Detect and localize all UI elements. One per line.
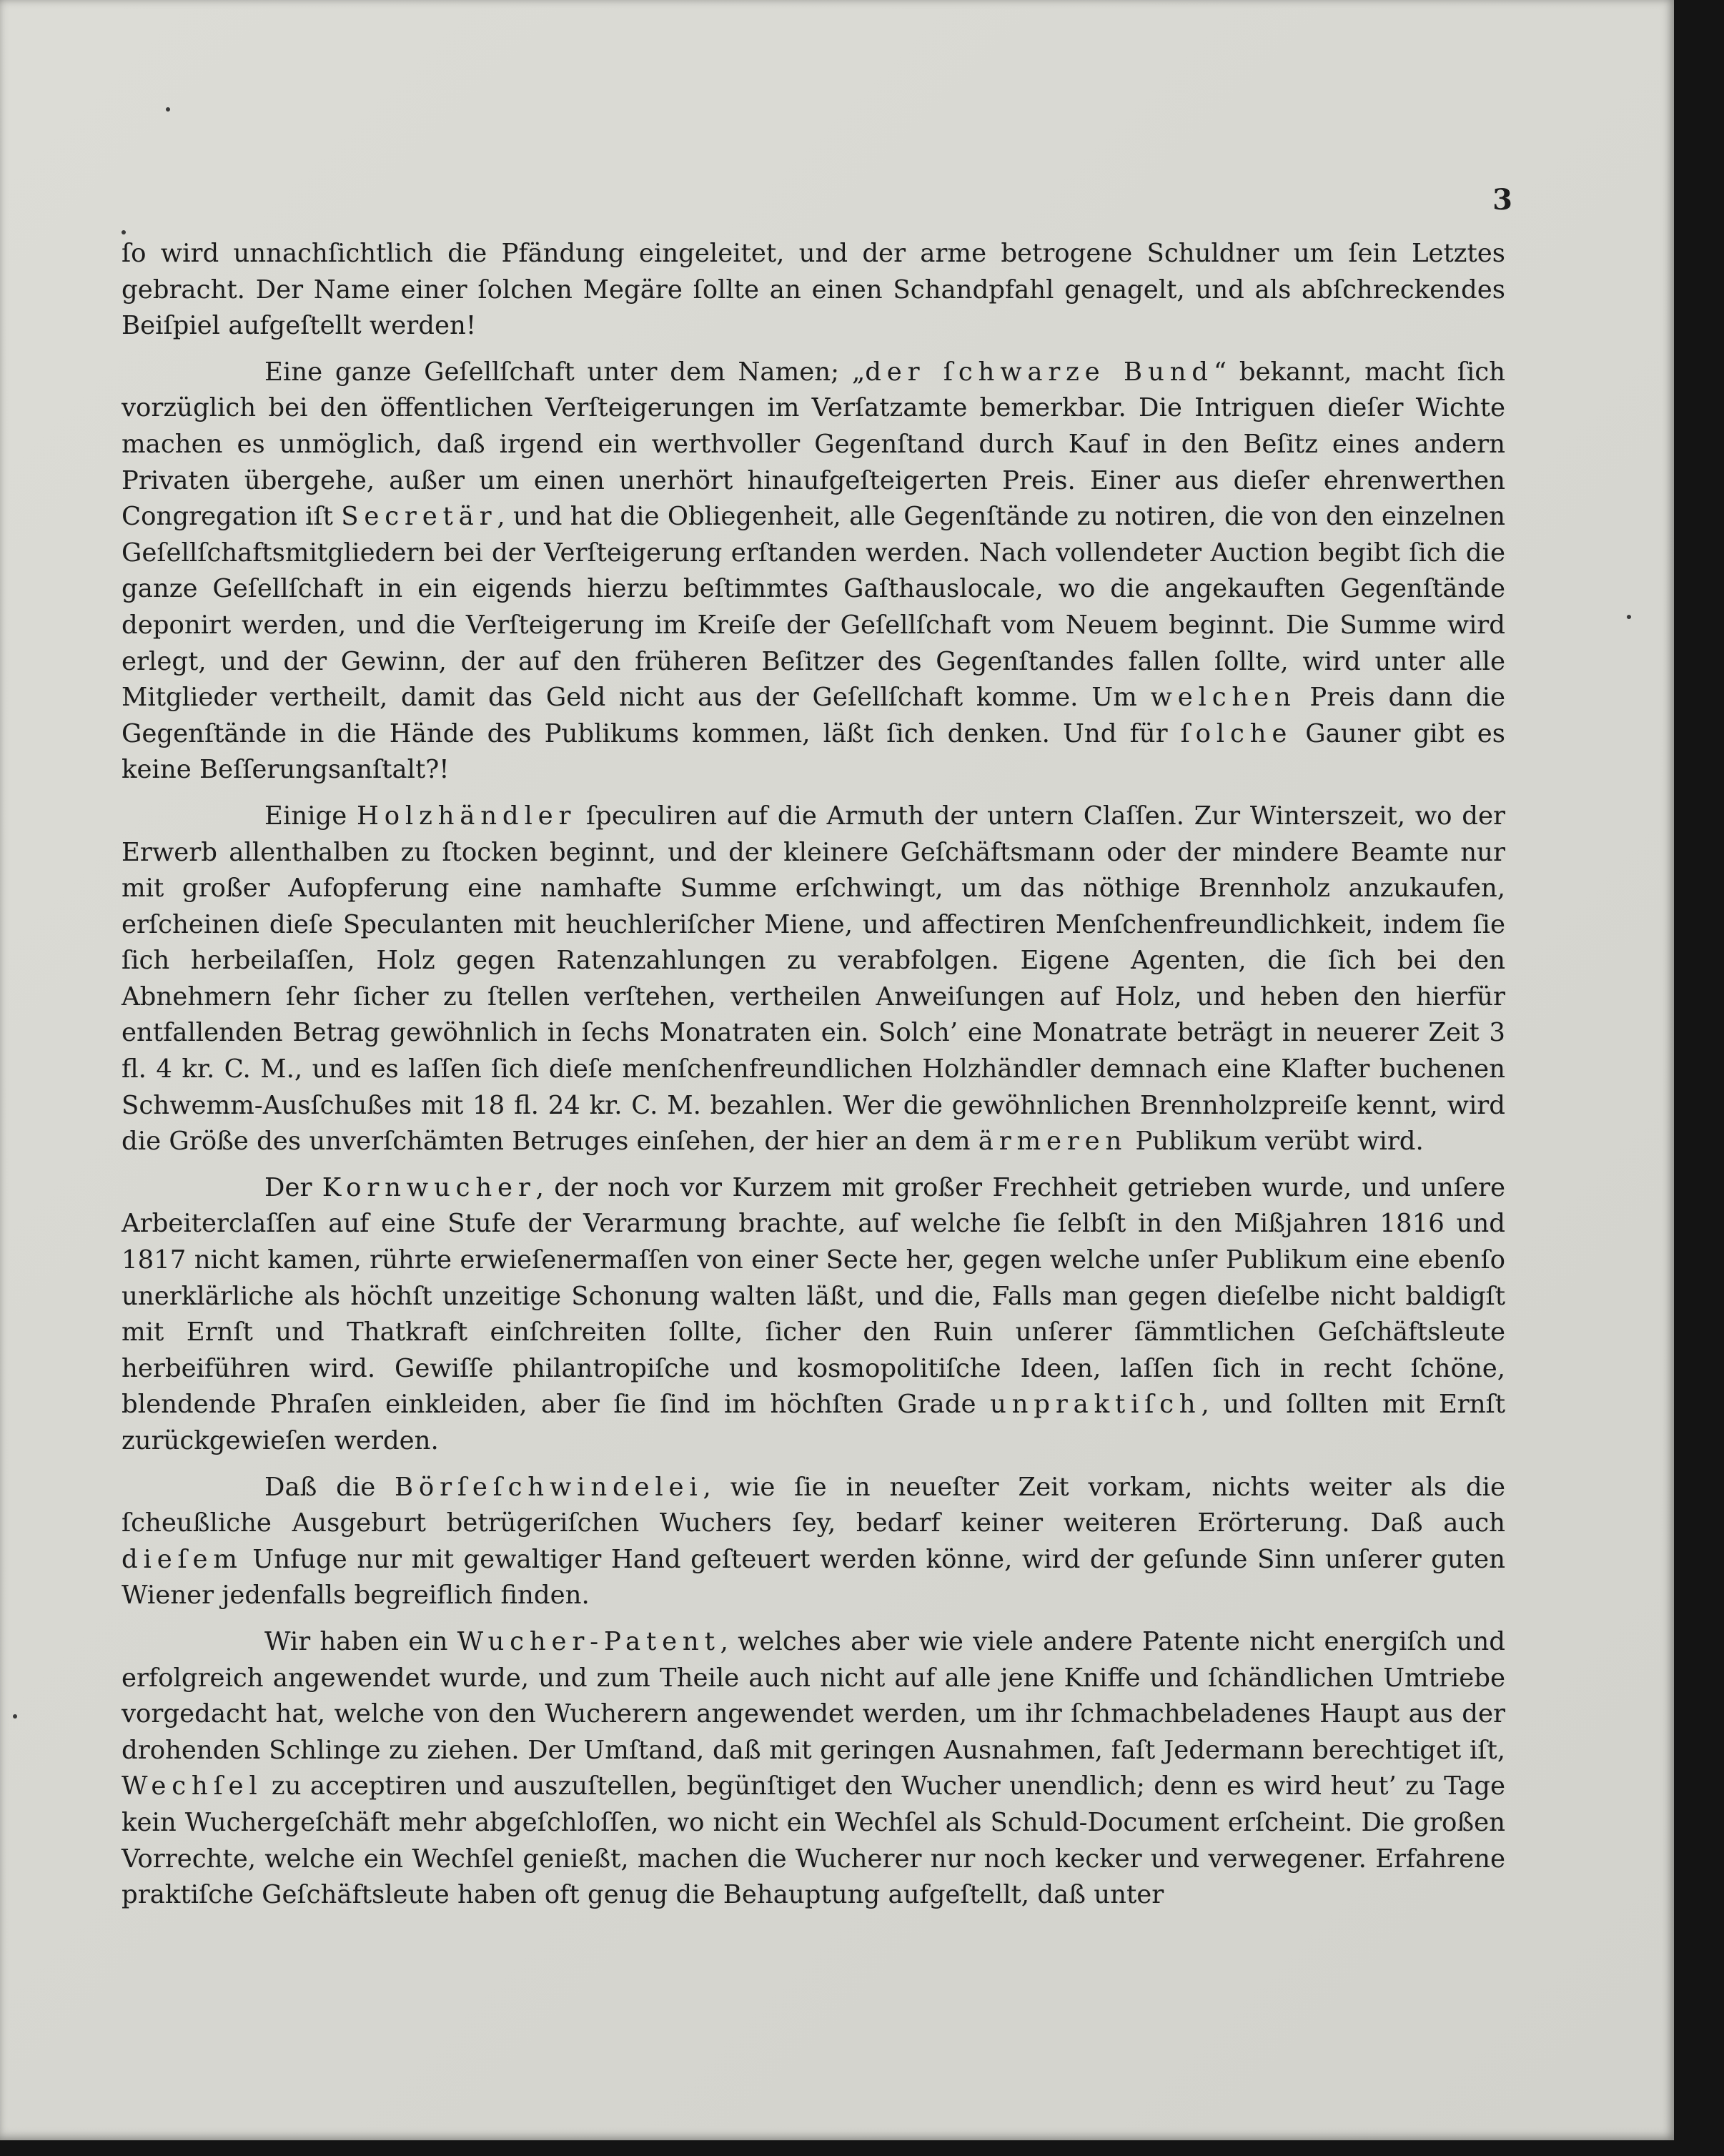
emphasized-text: Wucher-Patent xyxy=(457,1626,720,1656)
text-segment: Publikum verübt wird. xyxy=(1127,1127,1424,1157)
body-text xyxy=(122,236,1505,1914)
paragraph-5 xyxy=(122,1470,1505,1614)
text-segment: zu acceptiren und auszuſtellen, begünſtiget den Wucher unendlich; denn es wird heut’ zu Tage kein Wuchergeſchäft mehr abgeſchloſſen, wo nicht ein Wechſel als Schuld-Document erſcheint. Die großen Vorrechte, welche ein Wechſel genießt, machen die Wucherer nur noch kecker und verwegener. Erfahrene praktiſche Geſchäftsleute haben oft genug die Behauptung aufgeſtellt, daß unter xyxy=(122,1771,1505,1910)
text-segment: Gauner gibt es keine Beſſerungsanſtalt?! xyxy=(122,718,1505,785)
paragraph-6 xyxy=(122,1624,1505,1914)
paper-speck xyxy=(166,107,170,112)
text-segment: Eine ganze Geſellſchaft unter dem Namen; „ xyxy=(264,357,866,387)
text-segment: “ bekannt, macht ſich vorzüglich bei den öffentlichen Verſteigerungen im Verſatzamte bemerkbar. Die Intriguen dieſer Wichte machen es unmöglich, daß irgend ein werthvoller Gegenſtand durch Kauf in den Beſitz eines andern Privaten übergehe, außer um einen unerhört hinaufgeſteigerten Preis. Einer aus dieſer ehrenwerthen Congregation iſt xyxy=(122,357,1505,532)
text-segment: Unfuge nur mit gewaltiger Hand geſteuert werden könne, wird der geſunde Sinn unſerer guten Wiener jedenfalls begreiflich finden. xyxy=(122,1544,1505,1611)
text-segment: Wir haben ein xyxy=(264,1626,457,1656)
emphasized-text: unpraktiſch xyxy=(989,1390,1202,1420)
paragraph-1 xyxy=(122,236,1505,345)
paper-speck xyxy=(122,230,126,234)
emphasized-text: welchen xyxy=(1150,683,1297,713)
paper-speck xyxy=(1627,615,1631,619)
text-segment: Der xyxy=(264,1172,322,1202)
text-segment: , welches aber wie viele andere Patente nicht energiſch und erfolgreich angewendet wurde, und zum Theile auch nicht auf alle jene Kniffe und ſchändlichen Umtriebe vorgedacht hat, welche von den Wucherern angewendet werden, um ihr ſchmachbeladenes Haupt aus der drohenden Schlinge zu ziehen. Der Umſtand, daß mit geringen Ausnahmen, faſt Jedermann berechtiget iſt, xyxy=(122,1626,1505,1765)
text-segment: , und ſollten mit Ernſt zurückgewieſen werden. xyxy=(122,1390,1505,1455)
paragraph-3 xyxy=(122,798,1505,1160)
paragraph-2 xyxy=(122,355,1505,788)
emphasized-text: dieſem xyxy=(122,1544,243,1574)
text-segment: Daß die xyxy=(264,1472,395,1502)
emphasized-text: Börſeſchwindelei xyxy=(395,1472,703,1502)
text-segment: ſo wird unnachſichtlich die Pfändung eingeleitet, und der arme betrogene Schuldner um ſein Letztes gebracht. Der Name einer ſolchen Megäre ſollte an einen Schandpfahl genagelt, und als abſchreckendes Beiſpiel aufgeſtellt werden! xyxy=(122,239,1505,341)
emphasized-text: ärmeren xyxy=(978,1127,1128,1157)
text-segment: Einige xyxy=(264,801,357,831)
paragraph-4 xyxy=(122,1170,1505,1460)
page-number: 3 xyxy=(1492,183,1512,217)
text-segment: ſpeculiren auf die Armuth der untern Claſſen. Zur Winterszeit, wo der Erwerb allenthalben zu ſtocken beginnt, und der kleinere Geſchäftsmann oder der mindere Beamte nur mit großer Aufopferung eine namhafte Summe erſchwingt, um das nöthige Brennholz anzukaufen, erſcheinen dieſe Speculanten mit heuchleriſcher Miene, und affectiren Menſchenfreundlichkeit, indem ſie ſich herbeilaſſen, Holz gegen Ratenzahlungen zu verabfolgen. Eigene Agenten, die ſich bei den Abnehmern ſehr ſicher zu ſtellen verſtehen, vertheilen Anweiſungen auf Holz, und heben den hierfür entfallenden Betrag gewöhnlich in ſechs Monatraten ein. Solch’ eine Monatrate beträgt in neuerer Zeit 3 fl. 4 kr. C. M., und es laſſen ſich dieſe menſchenfreundlichen Holzhändler demnach eine Klafter buchenen Schwemm-Ausſchußes mit 18 fl. 24 kr. C. M. bezahlen. Wer die gewöhnlichen Brennholzpreiſe kennt, wird die Größe des unverſchämten Betruges einſehen, der hier an dem xyxy=(122,801,1505,1157)
emphasized-text: Kornwucher xyxy=(322,1172,536,1202)
emphasized-text: Secretär xyxy=(341,502,497,532)
text-segment: , wie ſie in neueſter Zeit vorkam, nichts weiter als die ſcheußliche Ausgeburt betrügeriſchen Wuchers ſey, bedarf keiner weiteren Erörterung. Daß auch xyxy=(122,1472,1505,1538)
text-segment: , und hat die Obliegenheit, alle Gegenſtände zu notiren, die von den einzelnen Geſellſchaftsmitgliedern bei der Verſteigerung erſtanden werden. Nach vollendeter Auction begibt ſich die ganze Geſellſchaft in ein eigends hierzu beſtimmtes Gaſthauslocale, wo die angekauften Gegenſtände deponirt werden, und die Verſteigerung im Kreiſe der Geſellſchaft vom Neuem beginnt. Die Summe wird erlegt, und der Gewinn, der auf den früheren Beſitzer des Gegenſtandes fallen ſollte, wird unter alle Mitglieder vertheilt, damit das Geld nicht aus der Geſellſchaft komme. Um xyxy=(122,502,1505,713)
text-segment: , der noch vor Kurzem mit großer Frechheit getrieben wurde, und unſere Arbeiterclaſſen auf eine Stufe der Verarmung brachte, auf welche ſie ſelbſt in den Mißjahren 1816 und 1817 nicht kamen, rührte erwieſenermaſſen von einer Secte her, gegen welche unſer Publikum eine ebenſo unerklärliche als höchſt unzeitige Schonung walten läßt, und die, Falls man gegen dieſelbe nicht baldigſt mit Ernſt und Thatkraft einſchreiten ſollte, ſicher den Ruin unſerer ſämmtlichen Geſchäftsleute herbeiführen wird. Gewiſſe philantropiſche und kosmopolitiſche Ideen, laſſen ſich in recht ſchöne, blendende Phraſen einkleiden, aber ſie ſind im höchſten Grade xyxy=(122,1172,1505,1420)
text-segment: Preis dann die Gegenſtände in die Hände des Publikums kommen, läßt ſich denken. Und für xyxy=(122,683,1505,748)
emphasized-text: der ſchwarze Bund xyxy=(865,357,1214,387)
emphasized-text: Wechſel xyxy=(122,1771,263,1801)
paper-speck xyxy=(13,1714,17,1719)
emphasized-text: ſolche xyxy=(1180,718,1293,748)
emphasized-text: Holzhändler xyxy=(356,801,577,831)
